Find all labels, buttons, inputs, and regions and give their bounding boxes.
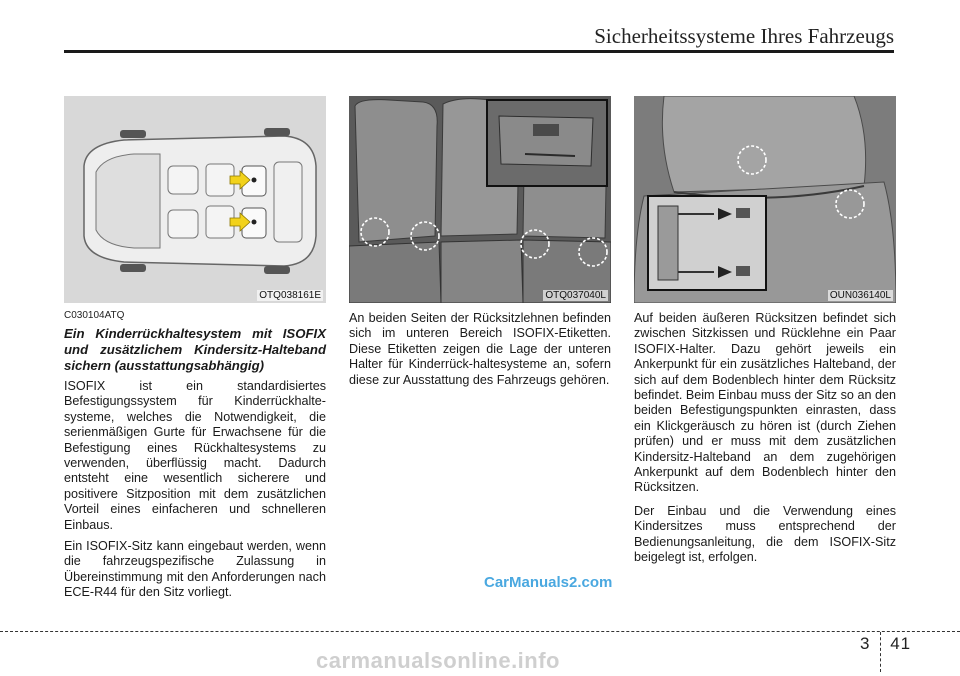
watermark-link[interactable]: CarManuals2.com <box>484 574 613 591</box>
page-number-value: 41 <box>890 634 912 653</box>
paragraph-isofix-approval: Ein ISOFIX-Sitz kann eingebaut werden, wenn die fahrzeugspezifische Zulassung in Übereinstimmung mit den Anforderungen nach ECE-R44 für den Sitz vorliegt. <box>64 539 326 600</box>
rear-seats-illustration <box>349 96 611 303</box>
footer-brand-watermark: carmanualsonline.info <box>316 648 560 673</box>
figure-vehicle-topview <box>64 96 326 303</box>
page-number <box>860 634 911 654</box>
figure-isofix-anchors <box>634 96 896 303</box>
figure-code-3: OUN036140L <box>829 290 891 301</box>
figure-code-1: OTQ038161E <box>259 290 321 301</box>
column-left <box>64 96 326 607</box>
section-code: C030104ATQ <box>64 310 125 321</box>
vehicle-topview-illustration <box>64 96 326 303</box>
footer-rule <box>0 631 960 632</box>
column-middle <box>349 96 611 394</box>
column-right <box>634 96 896 572</box>
chapter-number: 3 <box>860 634 871 653</box>
page-header-title: Sicherheitssysteme Ihres Fahrzeugs <box>594 24 894 48</box>
figure-code-2: OTQ037040L <box>545 290 606 301</box>
paragraph-isofix-labels: An beiden Seiten der Rücksitzlehnen befinden sich im unteren Bereich ISOFIX-Etiketten. Diese Etiketten zeigen die Lage der unteren Halter für Kinderrück-haltesysteme an, sofern diese zur Ausstattung des Fahrzeugs gehören. <box>349 311 611 387</box>
page-number-separator <box>880 632 881 672</box>
header-rule <box>64 50 894 53</box>
section-heading: Ein Kinderrückhaltesystem mit ISOFIX und zusätzlichem Kindersitz-Halteband sichern (ausstattungsabhängig) <box>64 326 326 373</box>
paragraph-isofix-intro: ISOFIX ist ein standardisiertes Befestigungssystem für Kinderrückhalte-systeme, welches die Notwendigkeit, die serienmäßigen Gurte für Erwachsene für die Befestigung eines Rückhaltesystems zu verwenden, überflüssig macht. Dadurch entsteht eine wesentlich sicherere und positivere Sitzposition mit dem zusätzlichen Vorteil eines einfacheren und schnelleren Einbaus. <box>64 379 326 532</box>
figure-rear-seats-labels <box>349 96 611 303</box>
paragraph-isofix-anchors: Auf beiden äußeren Rücksitzen befindet sich zwischen Sitzkissen und Rücklehne ein Paar ISOFIX-Halter. Dazu gehört jeweils ein Ankerpunkt für ein zusätzliches Halteband, der sich auf dem Bodenblech hinter dem Rücksitz befindet. Beim Einbau muss der Sitz so an den beiden Befestigungspunkten einrasten, dass ein Klickgeräusch zu hören ist (durch Ziehen prüfen) und er muss mit dem zusätzlichen Kindersitz-Halteband an dem zugehörigen Ankerpunkt auf dem Bodenblech hinter den Rücksitzen. <box>634 311 896 495</box>
paragraph-installation-instructions: Der Einbau und die Verwendung eines Kindersitzes muss entsprechend der Bedienungsanleitung, die dem ISOFIX-Sitz beigelegt ist, erfolgen. <box>634 503 896 565</box>
isofix-anchor-illustration <box>634 96 896 303</box>
